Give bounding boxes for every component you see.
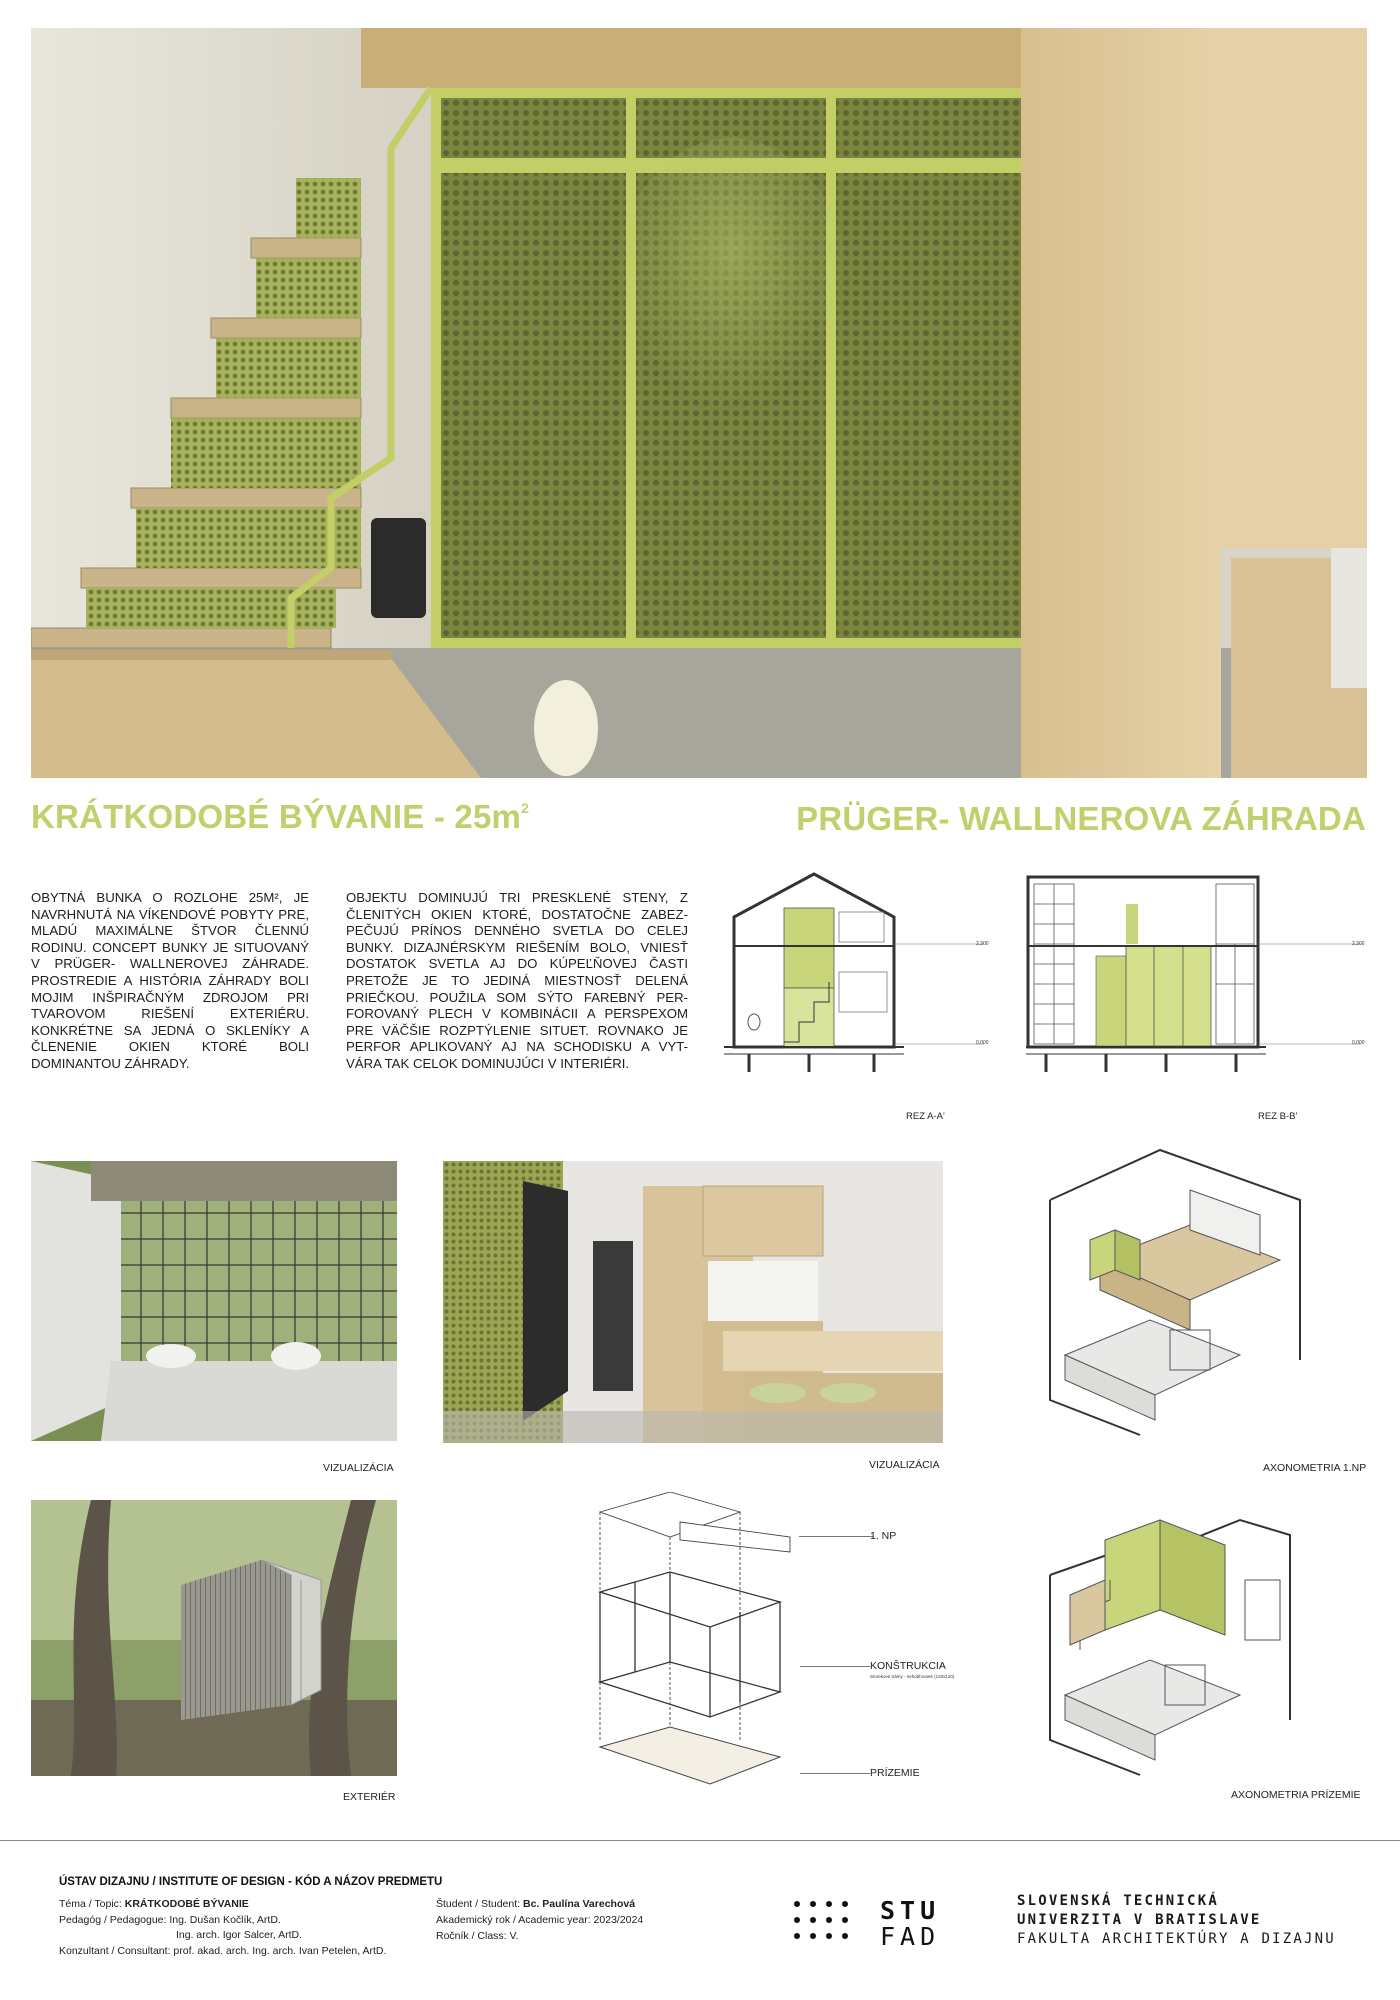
footer-topic-label: Téma / Topic: xyxy=(59,1898,125,1910)
section-b-drawing xyxy=(1026,872,1372,1082)
axonometry-ground-floor-graphic xyxy=(1040,1500,1320,1785)
site-title: PRÜGER- WALLNEROVA ZÁHRADA xyxy=(796,800,1366,837)
university-name-line-2: UNIVERZITA V BRATISLAVE xyxy=(1017,1912,1262,1928)
axonometry-ground-floor-drawing xyxy=(1040,1500,1320,1785)
visualization-2-caption: VIZUALIZÁCIA xyxy=(869,1459,940,1471)
footer-pedagogue xyxy=(59,1913,281,1927)
exploded-construction-drawing xyxy=(590,1492,815,1792)
footer-topic-value: KRÁTKODOBÉ BÝVANIE xyxy=(124,1898,249,1910)
section-b-level-lower: 0,000 xyxy=(1352,1040,1365,1046)
project-title xyxy=(31,798,529,836)
footer-pedagogue-2: Ing. arch. Igor Salcer, ArtD. xyxy=(176,1929,303,1941)
project-title-text: KRÁTKODOBÉ BÝVANIE - 25m xyxy=(31,798,522,835)
exploded-construction-graphic xyxy=(590,1492,815,1792)
section-a-level-upper: 2,300 xyxy=(976,941,989,947)
exploded-label-construction: KONŠTRUKCIA xyxy=(870,1660,946,1672)
section-b-graphic xyxy=(1026,872,1372,1082)
axonometry-upper-floor-drawing xyxy=(1040,1140,1320,1440)
axonometry-upper-floor-graphic xyxy=(1040,1140,1320,1440)
footer-consultant-value: prof. akad. arch. Ing. arch. Ivan Petelen, ArtD. xyxy=(173,1945,387,1957)
exploded-leader-top xyxy=(799,1536,873,1537)
footer-student-value: Bc. Paulína Varechová xyxy=(522,1898,636,1910)
stu-dots-logo-icon xyxy=(793,1898,873,1946)
footer-consultant-label: Konzultant / Consultant: xyxy=(59,1945,174,1957)
logo-stu: STU xyxy=(880,1896,941,1925)
section-a-graphic xyxy=(724,872,994,1082)
exploded-leader-bottom xyxy=(800,1773,870,1774)
visualization-kitchen-image xyxy=(443,1161,943,1443)
footer-consultant xyxy=(59,1944,386,1958)
footer-divider xyxy=(0,1840,1400,1841)
footer-institute: ÚSTAV DIZAJNU / INSTITUTE OF DESIGN - KÓD A NÁZOV PREDMETU xyxy=(59,1876,443,1888)
faculty-name: FAKULTA ARCHITEKTÚRY A DIZAJNU xyxy=(1017,1931,1336,1947)
footer-student xyxy=(436,1897,635,1911)
section-b-level-upper: 2,300 xyxy=(1352,941,1365,947)
footer-student-label: Študent / Student: xyxy=(436,1898,523,1910)
footer-pedagogue-1: Ing. Dušan Kočlík, ArtD. xyxy=(169,1914,281,1926)
hero-render-graphic xyxy=(31,28,1367,778)
description-column-2: OBJEKTU DOMINUJÚ TRI PRESKLENÉ STENY, Z ČLENITÝCH OKIEN KTORÉ, DOSTATOČNE ZABEZ- PEČUJÚ PRÍNOS DENNÉHO SVETLA DO CELEJ BUNKY. DIZAJNÉRSKYM RIEŠENÍM BOLO, VNIESŤ DOSTATOK SVETLA AJ DO KÚPEĽŇOVEJ ČASTI PRETOŽE JE TO JEDINÁ MIESTNOSŤ DELENÁ PRIEČKOU. POUŽILA SOM SÝTO FAREBNÝ PER- FOROVANÝ PLECH V KOMBINÁCII A PERSPEXOM PRE VÄČŠIE ROZPTÝLENIE SITUET. ROVNAKO JE PERFOR APLIKOVANÝ AJ NA SCHODISKU A VYT- VÁRA TAK CELOK DOMINUJÚCI V INTERIÉRI. xyxy=(346,890,688,1071)
footer-academic-year: Akademický rok / Academic year: 2023/2024 xyxy=(436,1914,644,1926)
visualization-bedroom-image xyxy=(31,1161,397,1441)
exterior-graphic xyxy=(31,1500,397,1776)
footer-class: Ročník / Class: V. xyxy=(436,1930,519,1942)
university-name-line-1: SLOVENSKÁ TECHNICKÁ xyxy=(1017,1893,1219,1909)
description-column-1: OBYTNÁ BUNKA O ROZLOHE 25M², JE NAVRHNUTÁ NA VÍKENDOVÉ POBYTY PRE, MLADÚ MAXIMÁLNE ŠTVOR ČLENNÚ RODINU. CONCEPT BUNKY JE SITUOVANÝ V PRÜGER- WALLNEROVEJ ZÁHRADE. PROSTREDIE A HISTÓRIA ZÁHRADY BOLI MOJIM INŠPIRAČNÝM ZDROJOM PRI TVAROVOM RIEŠENÍ EXTERIÉRU. KONKRÉTNE SA JEDNÁ O SKLENÍKY A ČLENENIE OKIEN KTORÉ BOLI DOMINANTOU ZÁHRADY. xyxy=(31,890,309,1071)
exterior-image xyxy=(31,1500,397,1776)
footer-topic xyxy=(59,1897,249,1911)
project-title-superscript: 2 xyxy=(521,800,530,816)
logo-fad: FAD xyxy=(880,1922,941,1951)
section-b-caption: REZ B-B' xyxy=(1258,1111,1298,1122)
visualization-kitchen-graphic xyxy=(443,1161,943,1443)
exploded-label-construction-sub: Smrekové trámy - nehobľované (120x120) xyxy=(870,1674,955,1679)
exterior-caption: EXTERIÉR xyxy=(343,1791,396,1803)
axonometry-1np-caption: AXONOMETRIA 1.NP xyxy=(1263,1462,1367,1474)
visualization-bedroom-graphic xyxy=(31,1161,397,1441)
exploded-leader-mid xyxy=(800,1666,870,1667)
section-a-level-lower: 0,000 xyxy=(976,1040,989,1046)
section-a-caption: REZ A-A' xyxy=(906,1111,945,1122)
axonometry-ground-caption: AXONOMETRIA PRÍZEMIE xyxy=(1231,1789,1361,1801)
visualization-1-caption: VIZUALIZÁCIA xyxy=(323,1462,394,1474)
exploded-label-1np: 1. NP xyxy=(870,1530,897,1542)
exploded-label-ground: PRÍZEMIE xyxy=(870,1767,920,1779)
section-a-drawing xyxy=(724,872,994,1082)
hero-interior-render xyxy=(31,28,1367,778)
footer-pedagogue-label: Pedagóg / Pedagogue: xyxy=(59,1914,170,1926)
